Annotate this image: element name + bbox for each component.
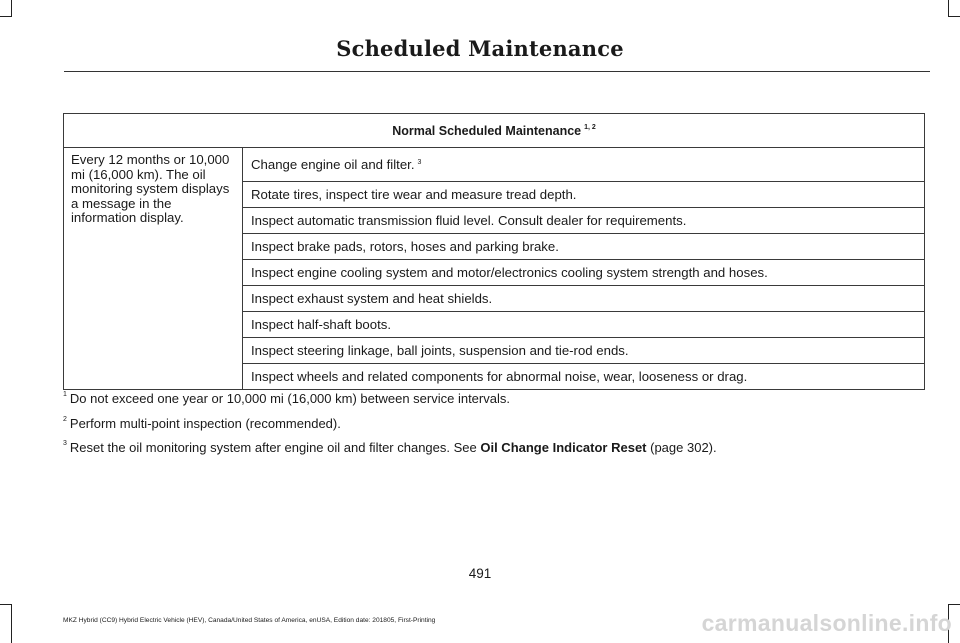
crop-mark-top-right-v — [948, 0, 949, 17]
task-cell: Inspect engine cooling system and motor/electronics cooling system strength and hoses. — [243, 260, 925, 286]
footnote-number: 1 — [63, 391, 67, 398]
maintenance-table — [63, 113, 925, 390]
footnote-number: 3 — [63, 440, 67, 447]
task-ref: 3 — [417, 158, 422, 166]
task-cell — [243, 148, 925, 182]
task-cell: Inspect steering linkage, ball joints, suspension and tie-rod ends. — [243, 338, 925, 364]
footnote-text: Perform multi-point inspection (recommended). — [69, 416, 341, 431]
interval-cell: Every 12 months or 10,000 mi (16,000 km). The oil monitoring system displays a message in the information display. — [64, 148, 243, 390]
table-title-refs: 1, 2 — [584, 124, 596, 132]
task-cell: Inspect wheels and related components for abnormal noise, wear, looseness or drag. — [243, 364, 925, 390]
task-cell: Inspect brake pads, rotors, hoses and parking brake. — [243, 234, 925, 260]
page-title: Scheduled Maintenance — [336, 36, 624, 61]
crop-mark-top-left-v — [11, 0, 12, 17]
task-cell: Rotate tires, inspect tire wear and measure tread depth. — [243, 182, 925, 208]
footnote-2 — [63, 416, 341, 431]
watermark-logo: carmanualsonline.info — [701, 610, 952, 636]
footnote-3 — [63, 440, 717, 455]
footnote-text: Reset the oil monitoring system after engine oil and filter changes. See — [69, 440, 481, 455]
crop-mark-bottom-left-v — [11, 604, 12, 643]
task-cell: Inspect exhaust system and heat shields. — [243, 286, 925, 312]
footnote-number: 2 — [63, 416, 67, 423]
table-title-text: Normal Scheduled Maintenance — [392, 123, 582, 138]
header-rule — [64, 71, 930, 72]
crop-mark-top-left-h — [0, 16, 12, 17]
table-title — [64, 114, 925, 148]
edition-line: MKZ Hybrid (CC9) Hybrid Electric Vehicle (HEV), Canada/United States of America, enUSA, Edition date: 201805, First-Printing — [63, 617, 436, 624]
footnote-text: Do not exceed one year or 10,000 mi (16,000 km) between service intervals. — [69, 391, 510, 406]
crop-mark-bottom-left-h — [0, 604, 12, 605]
task-cell: Inspect automatic transmission fluid level. Consult dealer for requirements. — [243, 208, 925, 234]
footnote-page-ref: (page 302). — [646, 440, 717, 455]
task-cell: Inspect half-shaft boots. — [243, 312, 925, 338]
crop-mark-top-right-h — [948, 16, 960, 17]
task-text: Change engine oil and filter. — [251, 157, 415, 172]
crop-mark-bottom-right-h — [948, 604, 960, 605]
oil-change-indicator-reset-link[interactable]: Oil Change Indicator Reset — [480, 440, 647, 455]
footnote-1 — [63, 391, 510, 406]
page-number: 491 — [468, 566, 492, 581]
